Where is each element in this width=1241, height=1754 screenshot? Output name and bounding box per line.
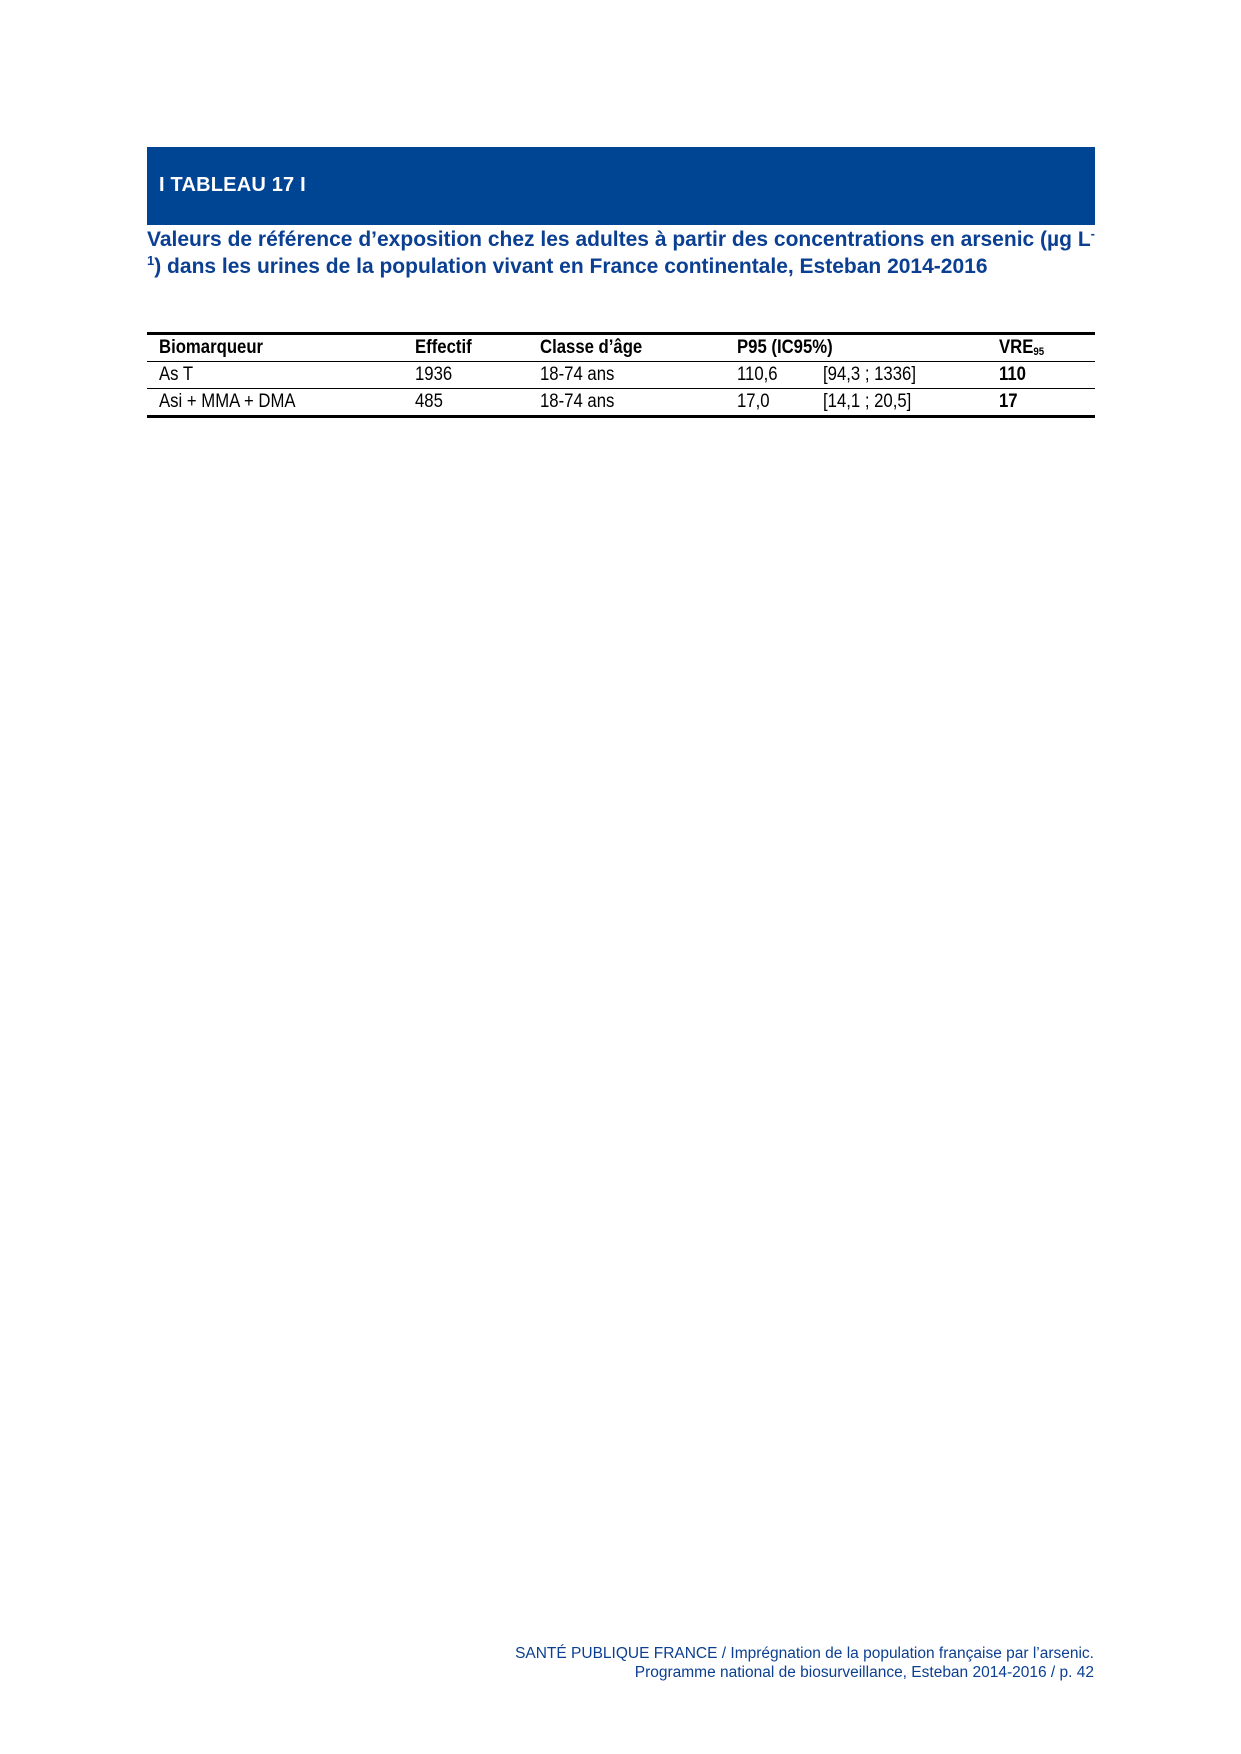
cell-biomarqueur: As T	[159, 364, 194, 385]
footer-line-publisher: SANTÉ PUBLIQUE FRANCE / Imprégnation de la population française par l’arsenic.	[515, 1645, 1094, 1662]
table-row	[147, 389, 1095, 415]
cell-p95: 17,0	[737, 391, 770, 412]
table-caption	[147, 226, 1095, 280]
page-footer	[515, 1644, 1094, 1682]
header-biomarqueur: Biomarqueur	[159, 337, 264, 358]
cell-biomarqueur: Asi + MMA + DMA	[159, 391, 296, 412]
header-vre	[999, 337, 1044, 359]
header-p95: P95 (IC95%)	[737, 337, 833, 358]
table-number-label: I TABLEAU 17 I	[159, 174, 306, 196]
cell-effectif: 1936	[415, 364, 453, 385]
caption-superscript: -1	[147, 226, 1095, 268]
cell-ic95: [94,3 ; 1336]	[823, 364, 916, 385]
reference-values-table	[147, 332, 1095, 418]
cell-p95: 110,6	[737, 364, 778, 385]
header-effectif: Effectif	[415, 337, 472, 358]
cell-effectif: 485	[415, 391, 443, 412]
header-classe-age: Classe d’âge	[540, 337, 643, 358]
cell-vre: 17	[999, 391, 1018, 412]
table-banner	[147, 147, 1095, 225]
table-row	[147, 362, 1095, 389]
caption-text-start: Valeurs de référence d’exposition chez les adultes à partir des concentrations en arsenic (µg L	[147, 228, 1091, 251]
header-vre-subscript: 95	[1033, 346, 1045, 358]
caption-text-end: ) dans les urines de la population vivant en France continentale, Esteban 2014-2016	[154, 255, 988, 278]
header-vre-text: VRE	[999, 337, 1034, 358]
cell-vre: 110	[999, 364, 1026, 385]
table-header-row	[147, 335, 1095, 362]
footer-line-program: Programme national de biosurveillance, Esteban 2014-2016 / p. 42	[634, 1664, 1094, 1681]
cell-classe-age: 18-74 ans	[540, 391, 615, 412]
cell-ic95: [14,1 ; 20,5]	[823, 391, 912, 412]
cell-classe-age: 18-74 ans	[540, 364, 615, 385]
